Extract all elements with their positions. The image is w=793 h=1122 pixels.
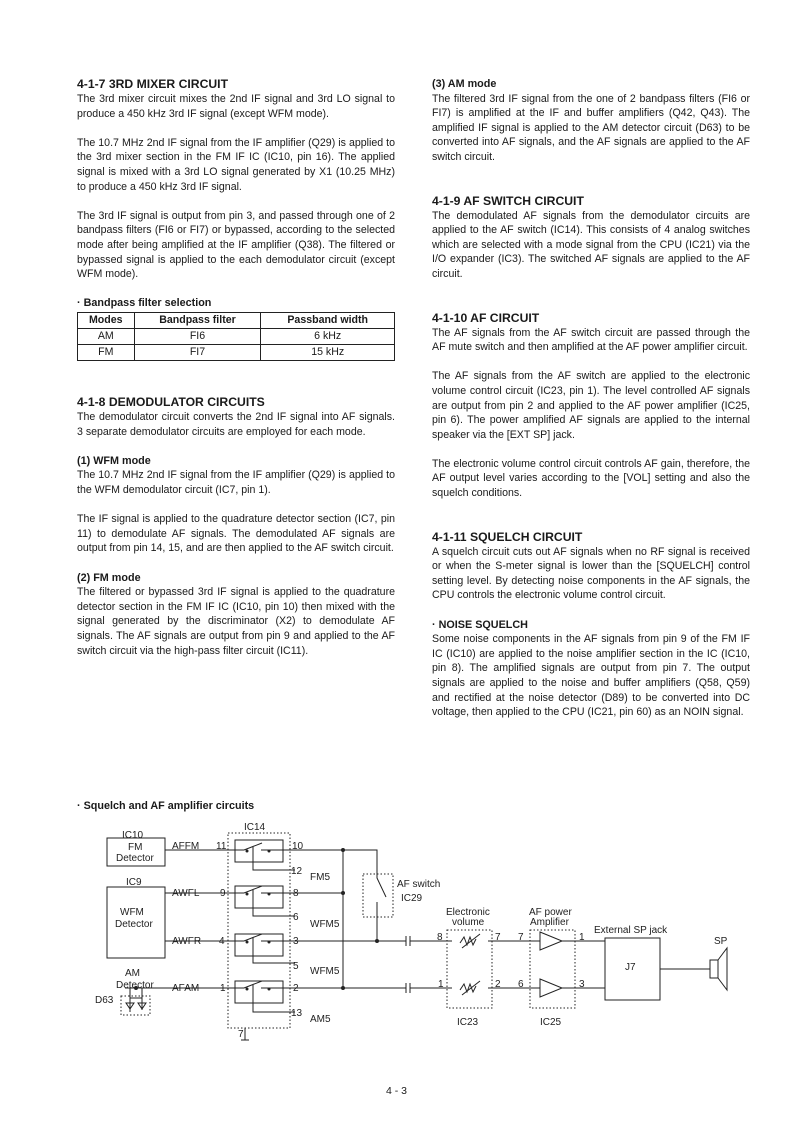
subheading-noise-squelch: · NOISE SQUELCH (432, 618, 528, 631)
table-header: Passband width (261, 312, 395, 328)
label-ic25: IC25 (540, 1017, 562, 1028)
heading-af-circuit: 4-1-10 AF CIRCUIT (432, 310, 540, 325)
label-ic10: IC10 (122, 830, 144, 841)
table-cell: FI7 (134, 344, 261, 360)
paragraph: A squelch circuit cuts out AF signals when no RF signal is received or when the S-meter signal is lower than the [SQUELCH] control setting level. By detecting noise components in the AF signals, the CPU controls the electronic volume control circuit. (432, 545, 750, 602)
signal-label: AM5 (310, 1014, 331, 1025)
page-number: 4 - 3 (385, 1085, 407, 1097)
pin-label: 9 (220, 888, 226, 899)
pin-label: 3 (579, 979, 585, 990)
table-cell: FI6 (134, 328, 261, 344)
ic25-box (530, 930, 575, 1008)
pin-label: 7 (518, 932, 524, 943)
paragraph: The filtered 3rd IF signal from the one of 2 bandpass filters (FI6 or FI7) is amplified at the IF and buffer amplifiers (Q42, Q43). The amplified IF signal is applied to the AM detector circuit (D63) to be converted into AF signals, and the AF signals are applied to the AF switch circuit. (432, 92, 750, 163)
paragraph: The 10.7 MHz 2nd IF signal from the IF amplifier (Q29) is applied to the 3rd mixer section in the FM IF IC (IC10, pin 16). The applied signal is mixed with a 3rd LO signal generated by X1 (10.25 MHz) to produce a 450 kHz 3rd IF signal. (77, 136, 395, 193)
pin-label: 13 (291, 1008, 303, 1019)
paragraph: The 3rd mixer circuit mixes the 2nd IF signal and 3rd LO signal to produce a 450 kHz 3rd IF signal (except WFM mode). (77, 93, 395, 120)
label-awfl: AWFL (172, 888, 200, 899)
subheading-fm: (2) FM mode (77, 571, 141, 584)
label-amplifier: Amplifier (530, 917, 569, 928)
pin-label: 5 (293, 961, 299, 972)
label-af-power: AF power (529, 907, 572, 918)
table-header: Modes (78, 312, 135, 328)
heading-squelch: 4-1-11 SQUELCH CIRCUIT (432, 529, 583, 544)
paragraph: Some noise components in the AF signals from pin 9 of the FM IF IC (IC10) are applied to the noise amplifier section in the IC (IC10, pin 8). The amplified signals are output from pin 7. The output signals are applied to the noise and buffer amplifiers (Q58, Q59) and rectified at the noise detector (D89) to be converted into DC voltage, then applied to the CPU (IC21, pin 60) as an NOIN signal. (432, 633, 750, 719)
paragraph: The 3rd IF signal is output from pin 3, and passed through one of 2 bandpass filters (FI6 or FI7) or bypassed, according to the selected mode after being amplified at the IF amplifier (Q38). The filtered or bypassed signal is applied to the each demodulator circuit (except WFM mode). (77, 209, 395, 281)
pin-label: 7 (238, 1029, 244, 1040)
pin-label: 8 (293, 888, 299, 899)
label-awfr: AWFR (172, 936, 202, 947)
paragraph: The demodulator circuit converts the 2nd IF signal into AF signals. 3 separate demodulator circuits are employed for each mode. (77, 411, 395, 438)
pin-label: 4 (219, 936, 225, 947)
pin-label: 1 (220, 983, 226, 994)
heading-af-switch: 4-1-9 AF SWITCH CIRCUIT (432, 193, 584, 208)
label-am: AM (125, 968, 140, 979)
paragraph: The filtered or bypassed 3rd IF signal is applied to the quadrature detector section in the FM IF IC (IC10, pin 10) then mixed with the signal generated by the discriminator (X2) to demodulate AF signals. The AF signals are output from pin 9 and applied to the AF switch circuit via the high-pass filter circuit (IC11). (77, 586, 395, 657)
signal-label: WFM5 (310, 966, 340, 977)
label-wfm: WFM (120, 907, 144, 918)
table-cell: AM (78, 328, 135, 344)
paragraph: The IF signal is applied to the quadrature detector section (IC7, pin 11) to demodulate AF signals. The demodulated AF signals are output from pin 14, 15, and are then applied to the AF switch circuit. (77, 513, 395, 555)
paragraph: The electronic volume control circuit controls AF gain, therefore, the AF output level varies according to the [VOL] setting and also the squelch conditions. (432, 457, 750, 500)
subheading-am: (3) AM mode (432, 78, 497, 90)
label-volume: volume (452, 917, 485, 928)
paragraph: The AF signals from the AF switch are applied to the electronic volume control circuit (IC23, pin 1). The level controlled AF signals are output from pin 2 and applied to the AF power amplifier (IC25, pin 6). The power amplified AF signals are applied to the internal speaker via the [EXT SP] jack. (432, 370, 750, 441)
signal-label: FM5 (310, 872, 330, 883)
label-j7: J7 (625, 962, 636, 973)
label-afam: AFAM (172, 983, 200, 994)
paragraph: The demodulated AF signals from the demodulator circuits are applied to the AF switch (IC14). This consists of 4 analog switches which are selected with a mode signal from the CPU (IC21) via the I/O expander (IC3). The switched AF signals are applied to the AF circuit. (432, 209, 750, 280)
label-fm: FM (128, 842, 143, 853)
label-external-sp-jack: External SP jack (594, 925, 668, 936)
label-ic23: IC23 (457, 1017, 479, 1028)
pin-label: 8 (437, 932, 443, 943)
table-header: Bandpass filter (134, 312, 261, 328)
label-sp: SP (714, 936, 728, 947)
pin-label: 10 (292, 841, 304, 852)
label-wfm-detector: Detector (115, 919, 153, 930)
table-title: · Bandpass filter selection (77, 297, 212, 310)
label-electronic: Electronic (446, 907, 490, 918)
pin-label: 6 (518, 979, 524, 990)
pin-label: 2 (293, 983, 299, 994)
pin-label: 12 (291, 866, 303, 877)
signal-label: WFM5 (310, 919, 340, 930)
pin-label: 1 (438, 979, 444, 990)
label-ic14: IC14 (244, 822, 266, 833)
paragraph: The 10.7 MHz 2nd IF signal from the IF amplifier (Q29) is applied to the WFM demodulator circuit (IC7, pin 1). (77, 469, 395, 496)
subheading-wfm: (1) WFM mode (77, 454, 151, 467)
table-cell: 15 kHz (261, 344, 395, 360)
pin-label: 1 (579, 932, 585, 943)
label-am-detector: Detector (116, 980, 154, 991)
diagram-title: · Squelch and AF amplifier circuits (77, 800, 255, 812)
label-af-switch: AF switch (397, 879, 441, 890)
pin-label: 2 (495, 979, 501, 990)
pin-label: 7 (495, 932, 501, 943)
label-affm: AFFM (172, 841, 200, 852)
heading-3rd-mixer: 4-1-7 3RD MIXER CIRCUIT (77, 77, 229, 91)
pin-label: 6 (293, 912, 299, 923)
pin-label: 3 (293, 936, 299, 947)
label-ic9: IC9 (126, 877, 142, 888)
heading-demodulator: 4-1-8 DEMODULATOR CIRCUITS (77, 395, 265, 409)
paragraph: The AF signals from the AF switch circuit are passed through the AF mute switch and then amplified at the AF power amplifier circuit. (432, 326, 750, 354)
label-fm-detector: Detector (116, 853, 154, 864)
table-cell: 6 kHz (261, 328, 395, 344)
label-d63: D63 (95, 995, 114, 1006)
label-ic29: IC29 (401, 893, 423, 904)
table-cell: FM (78, 344, 135, 360)
pin-label: 11 (216, 841, 227, 852)
